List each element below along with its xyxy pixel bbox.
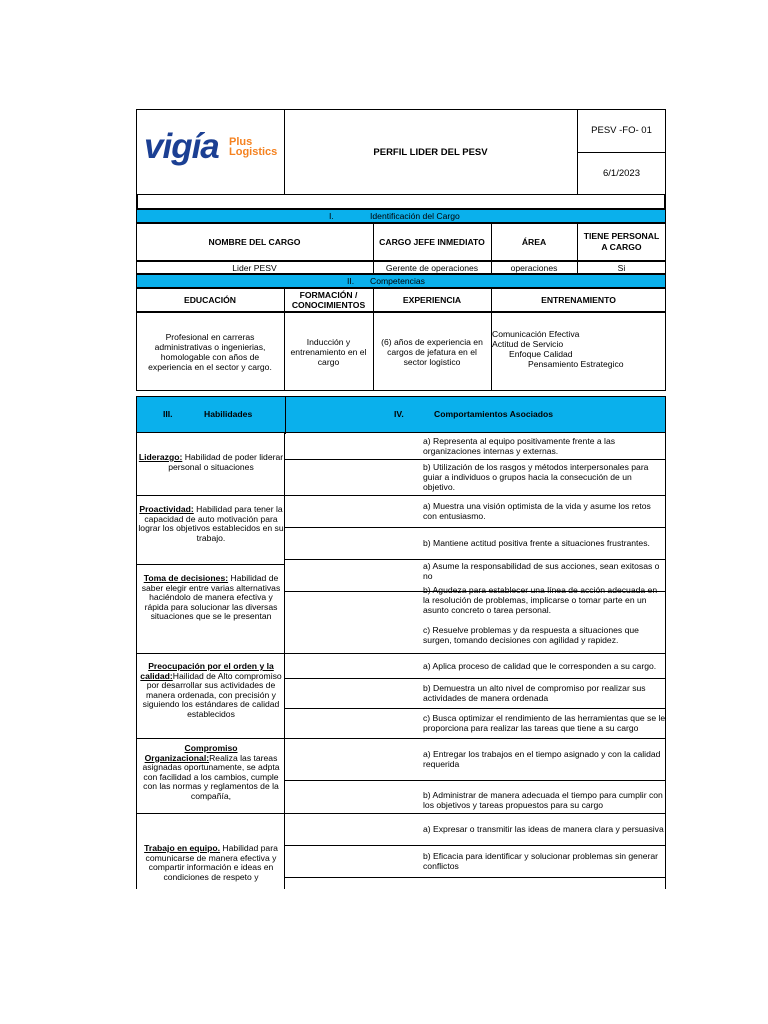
behavior-item: b) Administrar de manera adecuada el tiempo para cumplir con los objetivos y tareas propuestos para su cargo [423, 790, 663, 810]
entrenamiento-item: Pensamiento Estrategico [528, 359, 624, 369]
skill-name: Compromiso Organizacional: [144, 743, 238, 763]
col-area: ÁREA [521, 237, 547, 247]
entrenamiento-item: Enfoque Calidad [509, 349, 573, 359]
value-cargo-jefe: Gerente de operaciones [385, 262, 479, 273]
skill-desc: Realiza las tareas asignadas oportunamente, se adpta con facilidad a los cambios, cumple con las normas y reglamentos de la compañía, [142, 752, 280, 801]
behavior-item: a) Entregar los trabajos en el tiempo asignado y con la calidad requerida [423, 749, 661, 769]
col-educacion: EDUCACIÓN [183, 295, 237, 305]
logo-logistics: Logistics [229, 146, 278, 158]
skill-desc: Habilidad para comunicarse de manera efectiva y compartir información e ideas en condiciones de respeto y [145, 844, 278, 882]
competencias-headers [136, 288, 666, 312]
value-formacion: Inducción y entrenamiento en el cargo [290, 336, 367, 367]
value-educacion: Profesional en carreras administrativas o ingenierias, homologable con años de experiencia en el sector y cargo. [148, 331, 272, 372]
behavior-item: b) Utilización de los rasgos y métodos interpersonales para guiar a individuos o grupos hacia la consecución de un objetivo. [423, 462, 649, 492]
skill-desc: Habilidad de saber elegir entre varias alternativas haciéndolo de manera efectiva y rápida para solucionar las diversas situaciones que se le presentan [141, 573, 281, 622]
skill-name: Preocupación por el orden y la calidad: [140, 661, 274, 681]
skill-name: Proactividad: [139, 504, 194, 514]
value-entrenamiento [492, 329, 664, 369]
section-title: Habilidades [204, 409, 253, 419]
skill-name: Liderazgo: [138, 452, 183, 462]
identificacion-values [136, 261, 666, 274]
behavior-item: b) Agudeza para establecer una línea de acción adecuada en la resolución de problemas, implicarse o tomar parte en un asunto concreto o tarea personal. [423, 585, 658, 615]
section-competencias-header [136, 274, 666, 288]
section-habilidades-header [136, 396, 666, 433]
behavior-item: b) Eficacia para identificar y solucionar problemas sin generar conflictos [423, 851, 659, 871]
behavior-item: a) Representa al equipo positivamente frente a las organizaciones internas y externas. [423, 436, 616, 456]
entrenamiento-item: Comunicación Efectiva [492, 329, 580, 339]
section-title: Comportamientos Asociados [434, 409, 554, 419]
header-table [136, 109, 666, 195]
behavior-item: c) Busca optimizar el rendimiento de las herramientas que se le proporciona para realizar las tareas que tiene a su cargo [423, 713, 666, 733]
behavior-item: b) Demuestra un alto nivel de compromiso por realizar sus actividades de manera ordenada [423, 683, 646, 703]
section-number: III. [163, 409, 173, 419]
section-number: II. [347, 276, 355, 286]
identificacion-table [136, 223, 666, 261]
col-experiencia: EXPERIENCIA [402, 295, 462, 305]
logo-plus: Plus [229, 136, 253, 148]
behavior-item: b) Mantiene actitud positiva frente a situaciones frustrantes. [423, 538, 650, 548]
company-logo [144, 127, 282, 167]
skill-desc: Habilidad para tener la capacidad de auto motivación para lograr los objetivos establecidos en su trabajo. [138, 504, 284, 543]
behavior-item: a) Expresar o transmitir las ideas de manera clara y persuasiva [423, 824, 664, 834]
document-title: PERFIL LIDER DEL PESV [373, 146, 488, 158]
value-personal-cargo: Si [617, 262, 626, 273]
behavior-item: a) Aplica proceso de calidad que le corresponden a su cargo. [423, 660, 657, 671]
document-code: PESV -FO- 01 [591, 125, 652, 136]
skill-name: Trabajo en equipo. [144, 844, 221, 853]
logo-wordmark: vigía [144, 127, 219, 166]
behaviors-column [136, 433, 666, 889]
skill-desc: Hailidad de Alto compromiso por desarrollar sus actividades de manera ordenada, con precisión y siguiendo los estándares de calidad establecidos [142, 670, 282, 719]
section-title: Competencias [370, 276, 425, 286]
skill-name: Toma de decisiones: [143, 573, 229, 583]
behavior-item: a) Muestra una visión optimista de la vida y asume los retos con entusiasmo. [423, 501, 651, 521]
skill-desc: Habilidad de poder liderar personal o situaciones [168, 452, 284, 472]
document-date: 6/1/2023 [603, 168, 640, 179]
col-nombre-cargo: NOMBRE DEL CARGO [208, 237, 301, 247]
entrenamiento-item: Actitud de Servicio [492, 339, 564, 349]
section-number: IV. [394, 409, 404, 419]
value-nombre-cargo: Lider PESV [232, 262, 277, 273]
value-experiencia: (6) años de experiencia en cargos de jefatura en el sector logistico [381, 336, 483, 367]
col-personal-cargo: TIENE PERSONAL A CARGO [583, 231, 660, 252]
section-number: I. [329, 211, 334, 221]
header-divider [136, 195, 666, 209]
behavior-item: a) Asume la responsabilidad de sus acciones, sean exitosas o no [423, 561, 660, 581]
competencias-values [136, 312, 666, 391]
value-area: operaciones [510, 262, 558, 273]
behavior-item: c) Resuelve problemas y da respuesta a situaciones que surgen, tomando decisiones con agilidad y rapidez. [423, 625, 639, 645]
col-formacion: FORMACIÓN / CONOCIMIENTOS [291, 290, 366, 310]
section-title: Identificación del Cargo [370, 211, 460, 221]
section-identificacion-header [136, 209, 666, 223]
col-entrenamiento: ENTRENAMIENTO [541, 295, 616, 305]
col-cargo-jefe: CARGO JEFE INMEDIATO [379, 237, 485, 247]
